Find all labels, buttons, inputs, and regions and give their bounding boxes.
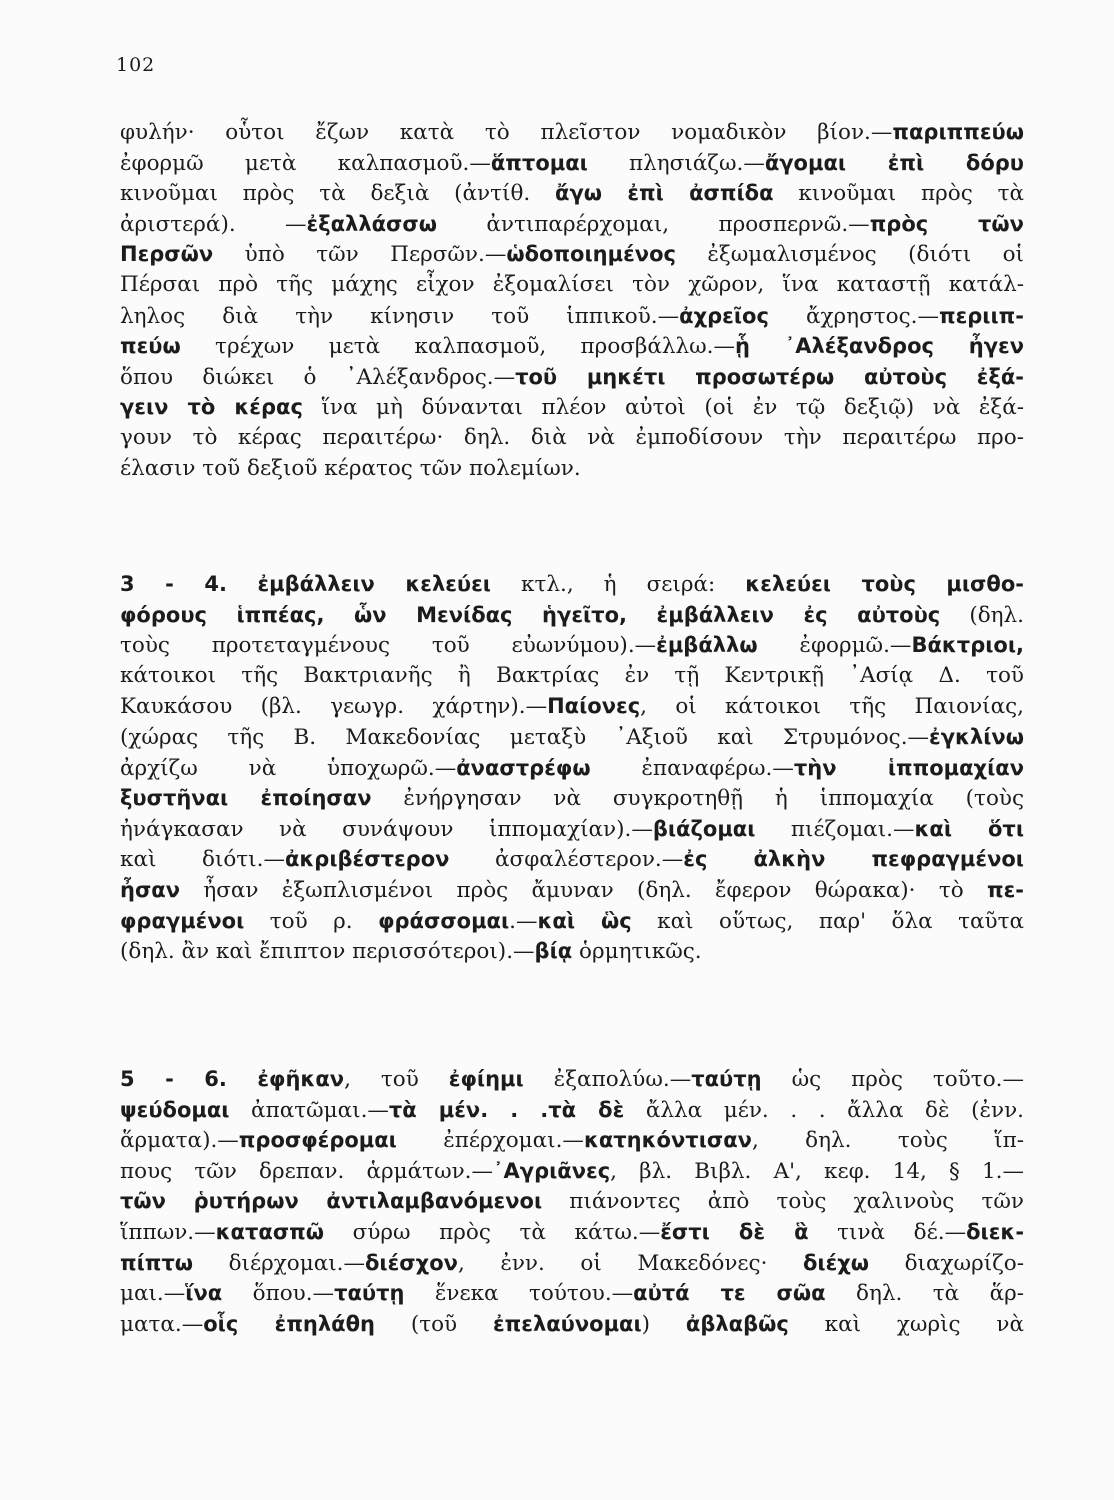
lemma-term: βίᾳ: [534, 939, 573, 964]
gloss-text: κτλ., ἡ σειρά:: [490, 572, 746, 597]
gloss-text: δηλ. τὰ ἅρ-: [825, 1281, 1025, 1307]
gloss-text: ὁρμητικῶς.: [572, 939, 702, 965]
gloss-text: γουν τὸ κέρας περαιτέρω· δηλ. διὰ νὰ ἐμποδίσουν τὴν περαιτέρω προ-: [120, 424, 1024, 450]
text-line: [120, 1125, 1024, 1156]
gloss-text: μαι.—: [120, 1281, 186, 1307]
text-line: [120, 844, 1024, 875]
gloss-text: κινοῦμαι πρὸς τὰ: [773, 181, 1025, 207]
text-line: [120, 906, 1024, 937]
gloss-text: ἕνεκα τούτου.—: [404, 1281, 634, 1307]
text-line: [120, 239, 1024, 270]
gloss-text: ἄχρηστος.—: [768, 303, 939, 329]
gloss-text: σύρω πρὸς τὰ κάτω.—: [324, 1219, 661, 1245]
lemma-term: ψεύδομαι: [120, 1097, 230, 1122]
text-line: [120, 362, 1024, 393]
lemma-term: φραγμένοι: [120, 908, 245, 933]
text-line: [120, 814, 1024, 845]
lemma-term: τὰ μέν. . .τὰ δὲ: [388, 1097, 625, 1122]
gloss-text: ἐνήργησαν νὰ συγκροτηθῇ ἡ ἱππομαχία (τοὺς: [371, 786, 1025, 812]
gloss-text: ἐξαπολύω.—: [523, 1067, 692, 1092]
lemma-term: διέχω: [802, 1250, 870, 1275]
text-line: [120, 691, 1024, 722]
lemma-term: ἐφῆκαν: [257, 1067, 345, 1091]
text-line: [120, 1156, 1024, 1187]
gloss-text: ἀπατῶμαι.—: [229, 1097, 389, 1123]
gloss-text: ἀντιπαρέρχομαι, προσπερνῶ.—: [437, 211, 870, 237]
text-line: [120, 936, 1024, 967]
gloss-text: ὅπου.—: [222, 1281, 335, 1307]
text-line: [120, 301, 1024, 332]
lemma-term: διεκ-: [966, 1219, 1025, 1244]
gloss-text: (δηλ. ἂν καὶ ἔπιπτον περισσότεροι).—: [120, 939, 535, 965]
lemma-term: κελεύει τοὺς μισθο-: [745, 572, 1024, 596]
gloss-text: πους τῶν δρεπαν. ἁρμάτων.—: [120, 1158, 494, 1184]
lemma-term: ἐφίημι: [448, 1067, 524, 1091]
gloss-text: τρέχων μετὰ καλπασμοῦ, προσβάλλω.—: [180, 334, 736, 360]
gloss-text: ἄλλα μέν. . . ἄλλα δὲ (ἐνν.: [624, 1097, 1024, 1123]
lemma-term: διέσχον: [365, 1250, 458, 1275]
gloss-text: τινὰ δέ.—: [808, 1219, 967, 1245]
gloss-text: διαχωρίζο-: [869, 1250, 1024, 1276]
lemma-term: ταύτῃ: [691, 1067, 762, 1091]
gloss-text: .—: [509, 908, 538, 934]
gloss-text: φυλήν· οὗτοι ἔζων κατὰ τὸ πλεῖστον νομαδικὸν βίον.—: [120, 120, 893, 145]
lemma-term: ἐπελαύνομαι: [492, 1311, 642, 1336]
lemma-term: φράσσομαι: [378, 908, 510, 933]
lemma-term: ἐς ἀλκὴν πεφραγμένοι: [683, 847, 1024, 872]
gloss-text: ἀρχίζω νὰ ὑποχωρῶ.—: [120, 755, 457, 781]
gloss-text: τοῦ ρ.: [244, 908, 379, 934]
gloss-text: διέρχομαι.—: [193, 1250, 365, 1276]
page-number: 102: [116, 54, 156, 76]
gloss-text: καὶ χωρὶς νὰ: [788, 1311, 1024, 1337]
text-line: [120, 1248, 1024, 1279]
gloss-text: ἐπαναφέρω.—: [590, 755, 794, 781]
text-line: [120, 875, 1024, 906]
lemma-term: τοῦ μηκέτι προσωτέρω αὐτοὺς ἐξά-: [515, 364, 1024, 389]
lemma-term: πίπτω: [120, 1250, 194, 1275]
lemma-term: ἐξαλλάσσω: [306, 211, 438, 236]
gloss-text: καὶ διότι.—: [120, 847, 285, 873]
text-line: [120, 569, 1024, 600]
text-line: [120, 661, 1024, 692]
gloss-text: ληλος διὰ τὴν κίνησιν τοῦ ἱππικοῦ.—: [120, 303, 680, 329]
lemma-term: προσφέρομαι: [238, 1128, 397, 1153]
gloss-text: ἐξωμαλισμένος (διότι οἱ: [675, 242, 1024, 268]
lemma-term: κατηκόντισαν: [583, 1128, 752, 1153]
gloss-text: καὶ οὕτως, παρ' ὅλα ταῦτα: [631, 908, 1024, 934]
lemma-term: Βάκτριοι,: [911, 633, 1024, 658]
text-line: [120, 783, 1024, 814]
lemma-term: 3 - 4.: [120, 572, 258, 596]
gloss-text: ἵνα μὴ δύνανται πλέον αὐτοὶ (οἱ ἐν τῷ δεξιῷ) νὰ ἐξά-: [302, 395, 1025, 421]
gloss-text: πλησιάζω.—: [587, 150, 765, 176]
gloss-text: , δηλ. τοὺς ἵπ-: [751, 1128, 1024, 1154]
gloss-text: ἠνάγκασαν νὰ συνάψουν ἱππομαχίαν).—: [120, 816, 653, 842]
gloss-text: , βλ. Βιβλ. Α', κεφ. 14, § 1.—: [610, 1158, 1025, 1184]
lemma-term: ᾗ ᾿Αλέξανδρος ἦγεν: [735, 334, 1024, 359]
lemma-term: τῶν ῥυτήρων ἀντιλαμβανόμενοι: [120, 1189, 543, 1214]
gloss-text: έλασιν τοῦ δεξιοῦ κέρατος τῶν πολεμίων.: [120, 455, 581, 481]
lemma-term: ἵνα: [185, 1281, 223, 1306]
text-line: [120, 630, 1024, 661]
lemma-term: ταύτῃ: [334, 1281, 405, 1306]
gloss-text: ἵππων.—: [120, 1219, 216, 1245]
gloss-text: πιάνοντες ἀπὸ τοὺς χαλινοὺς τῶν: [542, 1189, 1024, 1215]
text-line: [120, 209, 1024, 240]
text-line: [120, 753, 1024, 784]
gloss-text: (τοῦ: [374, 1311, 493, 1337]
text-line: [120, 1064, 1024, 1095]
lemma-term: ἐμβάλλω: [656, 633, 758, 658]
commentary-section-5-6: [120, 1064, 1024, 1339]
lemma-term: ἄγομαι ἐπὶ δόρυ: [764, 150, 1024, 175]
gloss-text: (δηλ.: [940, 602, 1024, 628]
lemma-term: κατασπῶ: [215, 1219, 325, 1244]
text-line: [120, 1309, 1024, 1340]
gloss-text: ἀσφαλέστερον.—: [449, 847, 684, 873]
lemma-term: 5 - 6.: [120, 1067, 258, 1091]
lemma-term: πεύω: [120, 334, 181, 359]
lemma-term: αὐτά τε σῶα: [633, 1281, 826, 1306]
text-line: [120, 454, 1024, 485]
gloss-text: ὑπὸ τῶν Περσῶν.—: [213, 242, 507, 268]
lemma-term: ᾿Αγριᾶνες: [493, 1158, 611, 1183]
text-line: [120, 148, 1024, 179]
commentary-section-1: [120, 117, 1024, 484]
gloss-text: ἐφορμῶ μετὰ καλπασμοῦ.—: [120, 150, 491, 176]
lemma-term: παριππεύω: [892, 120, 1024, 144]
lemma-term: ἀναστρέφω: [456, 755, 591, 780]
text-line: [120, 600, 1024, 631]
text-line: [120, 722, 1024, 753]
gloss-text: τοὺς προτεταγμένους τοῦ εὐωνύμου).—: [120, 633, 657, 659]
gloss-text: , ἐνν. οἱ Μακεδόνες·: [457, 1250, 803, 1276]
text-line: [120, 270, 1024, 301]
gloss-text: ματα.—: [120, 1311, 204, 1337]
lemma-term: ἀχρεῖος: [679, 303, 769, 328]
text-line: [120, 392, 1024, 423]
lemma-term: πρὸς τῶν: [869, 211, 1024, 236]
lemma-term: ξυστῆναι ἐποίησαν: [120, 786, 372, 811]
gloss-text: ἀριστερά). —: [120, 211, 307, 237]
lemma-term: ἦσαν: [120, 877, 181, 902]
lemma-term: ἀκριβέστερον: [284, 847, 450, 872]
commentary-section-3-4: [120, 569, 1024, 967]
gloss-text: ἐπέρχομαι.—: [396, 1128, 584, 1154]
lemma-term: πε-: [986, 877, 1024, 902]
text-line: [120, 1278, 1024, 1309]
lemma-term: ἐμβάλλειν κελεύει: [257, 572, 491, 596]
gloss-text: ἅρματα).—: [120, 1128, 239, 1154]
gloss-text: (χώρας τῆς Β. Μακεδονίας μεταξὺ ᾿Αξιοῦ καὶ Στρυμόνος.—: [120, 724, 930, 750]
text-line: [120, 117, 1024, 148]
lemma-term: ἐγκλίνω: [929, 724, 1024, 749]
gloss-text: ἦσαν ἐξωπλισμένοι πρὸς ἄμυναν (δηλ. ἔφερον θώρακα)· τὸ: [180, 877, 987, 903]
text-line: [120, 331, 1024, 362]
gloss-text: πιέζομαι.—: [755, 816, 915, 842]
gloss-text: ὅπου διώκει ὁ ᾿Αλέξανδρος.—: [120, 364, 516, 390]
gloss-text: ): [641, 1311, 686, 1337]
text-line: [120, 423, 1024, 454]
lemma-term: ἅπτομαι: [490, 150, 588, 175]
text-line: [120, 1186, 1024, 1217]
text-line: [120, 1217, 1024, 1248]
lemma-term: ἀβλαβῶς: [685, 1311, 789, 1336]
lemma-term: γειν τὸ κέρας: [120, 395, 303, 420]
gloss-text: ἐφορμῶ.—: [757, 633, 912, 659]
lemma-term: καὶ ὅτι: [914, 816, 1024, 841]
text-line: [120, 178, 1024, 209]
gloss-text: , τοῦ: [344, 1067, 449, 1092]
lemma-term: τὴν ἱππομαχίαν: [793, 755, 1024, 780]
lemma-term: ὡδοποιημένος: [506, 242, 676, 267]
lemma-term: φόρους ἱππέας, ὧν Μενίδας ἡγεῖτο, ἐμβάλλειν ἐς αὐτοὺς: [120, 602, 941, 627]
lemma-term: καὶ ὣς: [537, 908, 632, 933]
gloss-text: Καυκάσου (βλ. γεωγρ. χάρτην).—: [120, 694, 548, 720]
lemma-term: οἷς ἐπηλάθη: [203, 1311, 375, 1336]
lemma-term: περιιπ-: [938, 303, 1024, 328]
gloss-text: , οἱ κάτοικοι τῆς Παιονίας,: [640, 694, 1024, 720]
gloss-text: κινοῦμαι πρὸς τὰ δεξιὰ (ἀντίθ.: [120, 181, 556, 207]
lemma-term: ἄγω ἐπὶ ἀσπίδα: [555, 181, 774, 206]
text-line: [120, 1095, 1024, 1126]
gloss-text: Πέρσαι πρὸ τῆς μάχης εἶχον ἐξομαλίσει τὸν χῶρον, ἵνα καταστῇ κατάλ-: [120, 271, 1024, 297]
lemma-term: Περσῶν: [120, 242, 214, 267]
gloss-text: κάτοικοι τῆς Βακτριανῆς ἢ Βακτρίας ἐν τῇ Κεντρικῇ ᾿Ασίᾳ Δ. τοῦ: [120, 662, 1024, 688]
lemma-term: βιάζομαι: [652, 816, 756, 841]
lemma-term: Παίονες: [547, 694, 641, 719]
lemma-term: ἔστι δὲ ἃ: [660, 1219, 809, 1244]
gloss-text: ὡς πρὸς τοῦτο.—: [761, 1067, 1024, 1092]
